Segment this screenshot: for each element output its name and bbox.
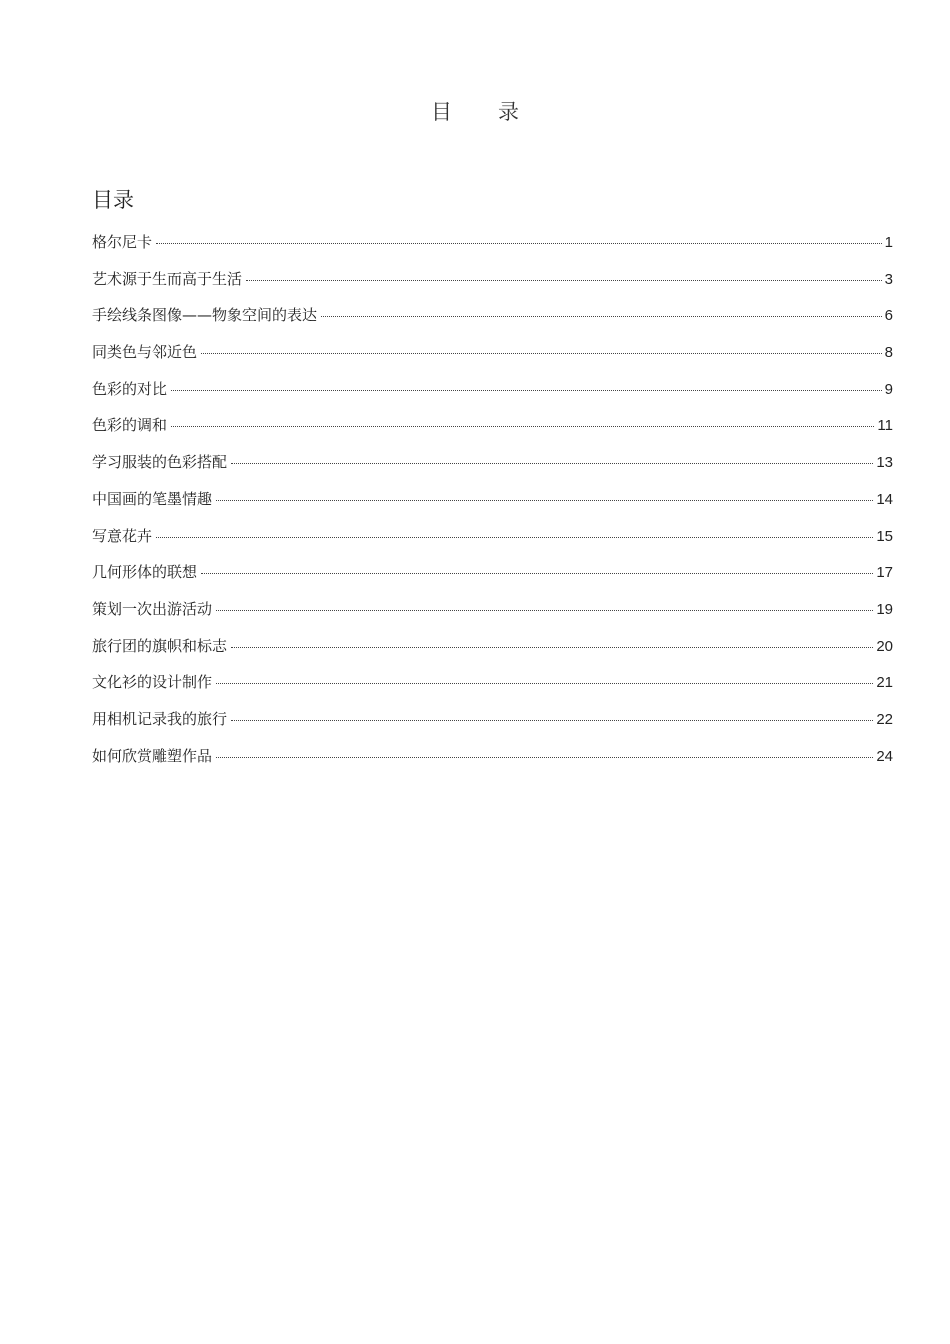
toc-dot-leader <box>231 463 873 464</box>
toc-dot-leader <box>171 426 874 427</box>
toc-dot-leader <box>201 573 873 574</box>
toc-entry-title[interactable]: 格尔尼卡 <box>92 233 153 251</box>
toc-dot-leader <box>231 647 873 648</box>
toc-dot-leader <box>156 243 882 244</box>
toc-dot-leader <box>216 757 873 758</box>
toc-entry-page[interactable]: 20 <box>876 637 893 655</box>
toc-entry-title[interactable]: 如何欣赏雕塑作品 <box>92 746 213 765</box>
toc-entry-title[interactable]: 策划一次出游活动 <box>92 599 213 618</box>
toc-entry-title[interactable]: 中国画的笔墨情趣 <box>92 489 213 508</box>
toc-entry[interactable] <box>92 230 893 267</box>
toc-entry-page[interactable]: 22 <box>876 710 893 728</box>
toc-entry[interactable] <box>92 670 893 707</box>
toc-heading: 目录 <box>92 188 134 212</box>
page-title-char-2: 录 <box>498 100 519 124</box>
toc-entry-title[interactable]: 几何形体的联想 <box>92 563 198 582</box>
toc-dot-leader <box>246 280 882 281</box>
toc-entry-title[interactable]: 艺术源于生而高于生活 <box>92 269 243 288</box>
toc-dot-leader <box>171 390 882 391</box>
toc-entry-page[interactable]: 14 <box>876 490 893 508</box>
toc-entry-title[interactable]: 色彩的调和 <box>92 416 168 435</box>
toc-dot-leader <box>216 683 873 684</box>
toc-dot-leader <box>216 610 873 611</box>
toc-entry[interactable] <box>92 487 893 524</box>
toc-entry-page[interactable]: 1 <box>884 234 893 251</box>
toc-entry-page[interactable]: 13 <box>876 454 893 472</box>
toc-dot-leader <box>156 537 873 538</box>
toc-entry[interactable] <box>92 340 893 377</box>
page-title-char-1: 目 <box>431 100 452 124</box>
toc-entry[interactable] <box>92 524 893 561</box>
toc-dot-leader <box>231 720 873 721</box>
toc-entry[interactable] <box>92 560 893 597</box>
toc-entry[interactable] <box>92 634 893 671</box>
toc-entry[interactable] <box>92 377 893 414</box>
toc-entry-page[interactable]: 3 <box>884 270 893 288</box>
toc-entry[interactable] <box>92 744 893 781</box>
toc-entry-title[interactable]: 写意花卉 <box>92 526 153 545</box>
toc-entry-page[interactable]: 6 <box>884 307 893 325</box>
toc-entry-page[interactable]: 21 <box>876 674 893 692</box>
toc-entry[interactable] <box>92 597 893 634</box>
toc-entry[interactable] <box>92 413 893 450</box>
toc-list <box>92 230 893 780</box>
toc-entry-title[interactable]: 同类色与邻近色 <box>92 343 198 362</box>
toc-entry-page[interactable]: 8 <box>884 344 893 362</box>
toc-entry-title[interactable]: 旅行团的旗帜和标志 <box>92 636 228 655</box>
toc-entry[interactable] <box>92 707 893 744</box>
toc-entry-page[interactable]: 19 <box>876 600 893 618</box>
toc-entry[interactable] <box>92 303 893 340</box>
page-title <box>0 96 950 126</box>
toc-entry-title[interactable]: 用相机记录我的旅行 <box>92 709 228 728</box>
toc-entry-title[interactable]: 色彩的对比 <box>92 379 168 398</box>
toc-entry-title[interactable]: 手绘线条图像——物象空间的表达 <box>92 306 318 325</box>
toc-entry-title[interactable]: 文化衫的设计制作 <box>92 673 213 692</box>
toc-dot-leader <box>216 500 873 501</box>
toc-entry-page[interactable]: 15 <box>876 527 893 545</box>
toc-entry-page[interactable]: 17 <box>876 564 893 582</box>
toc-entry-page[interactable]: 24 <box>876 747 893 765</box>
toc-dot-leader <box>201 353 882 354</box>
toc-entry-page[interactable]: 9 <box>884 380 893 398</box>
toc-entry[interactable] <box>92 450 893 487</box>
toc-entry-title[interactable]: 学习服装的色彩搭配 <box>92 453 228 472</box>
toc-dot-leader <box>321 316 882 317</box>
toc-entry[interactable] <box>92 267 893 304</box>
toc-entry-page[interactable]: 11 <box>877 417 893 435</box>
